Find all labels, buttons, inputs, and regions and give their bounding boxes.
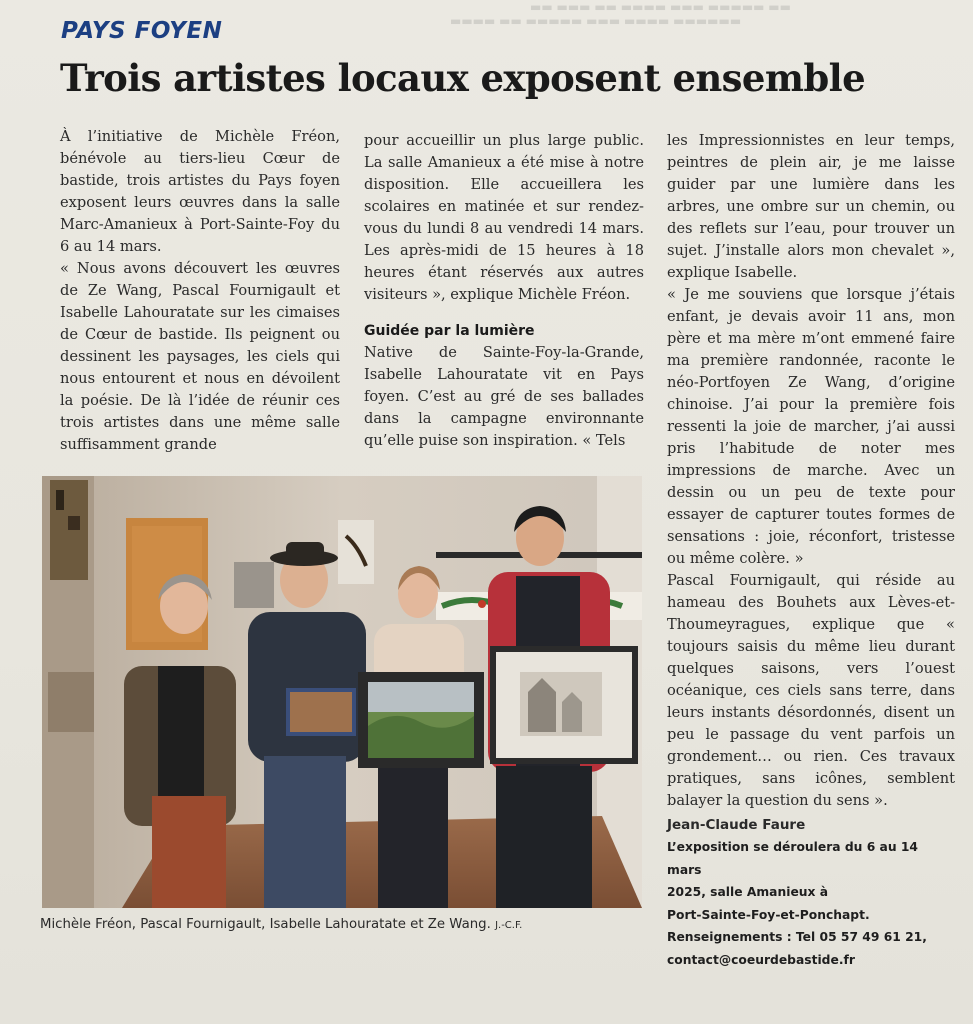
info-line: L’exposition se déroulera du 6 au 14 mars xyxy=(667,840,918,877)
article-column-1 xyxy=(60,126,340,456)
paragraph: les Impressionnistes en leur temps, peintres de plein air, je me laisse guider par une lumière dans les arbres, une ombre sur un chemin, ou des reflets sur l’eau, pour trouver un sujet. J’installe alors mon chevalet », explique Isabelle. xyxy=(667,132,955,281)
article-column-3 xyxy=(667,130,955,971)
article-photo xyxy=(42,476,642,908)
paragraph: « Je me souviens que lorsque j’étais enfant, je devais avoir 11 ans, mon père et ma mère m’ont emmené faire ma première randonnée, raconte le néo-Portfoyen Ze Wang, d’origine chinoise. J’ai pour la première fois ressenti la joie de marcher, j’ai aussi pris l’habitude de noter mes impressions de marche. Avec un dessin ou un peu de texte pour essayer de capturer toutes formes de sensations : joie, réconfort, tristesse ou même colère. » xyxy=(667,286,955,567)
article-column-2 xyxy=(364,130,644,452)
info-line: contact@coeurdebastide.fr xyxy=(667,952,855,967)
info-line: 2025, salle Amanieux à xyxy=(667,885,829,899)
caption-names: Michèle Fréon, Pascal Fournigault, Isabelle Lahouratate et Ze Wang. xyxy=(40,917,491,932)
paragraph: Pascal Fournigault, qui réside au hameau des Bouhets aux Lèves-et-Thoumeyragues, explique que « toujours saisis du même lieu durant quelques saisons, vers l’ouest océanique, ces ciels sans terre, dans leurs instants désordonnés, disent un peu le passage du vent parfois un grondement… ou rien. Ces travaux pratiques, sans icônes, semblent balayer la question du sens ». xyxy=(667,572,955,809)
author-byline: Jean-Claude Faure xyxy=(667,817,806,833)
paragraph: Native de Sainte-Foy-la-Grande, Isabelle Lahouratate vit en Pays foyen. C’est au gré de ses ballades dans la campagne environnante qu’elle puise son inspiration. « Tels xyxy=(364,344,644,449)
headline: Trois artistes locaux exposent ensemble xyxy=(60,56,866,100)
bleed-through-texture: ▬▬ ▬▬▬ ▬▬ ▬▬▬▬ ▬▬▬ ▬▬▬▬▬ ▬▬ ▬▬▬▬ ▬▬ ▬▬▬▬▬ ▬▬▬ ▬▬▬▬ ▬▬▬▬▬▬ xyxy=(450,0,791,28)
info-line: Port-Sainte-Foy-et-Ponchapt. xyxy=(667,907,870,922)
paragraph: pour accueillir un plus large public. La salle Amanieux a été mise à notre disposition. Elle accueillera les scolaires en matinée et sur rendez-vous du lundi 8 au vendredi 14 mars. Les après-midi de 15 heures à 18 heures étant réservés aux autres visiteurs », explique Michèle Fréon. xyxy=(364,132,644,303)
section-rubric: PAYS FOYEN xyxy=(61,18,223,44)
paragraph: À l’initiative de Michèle Fréon, bénévole au tiers-lieu Cœur de bastide, trois artistes du Pays foyen exposent leurs œuvres dans la salle Marc-Amanieux à Port-Sainte-Foy du 6 au 14 mars. xyxy=(60,128,340,255)
photo-illustration xyxy=(42,476,642,908)
photo-credit: J.-C.F. xyxy=(495,920,523,931)
subheading: Guidée par la lumière xyxy=(364,323,535,339)
paragraph: « Nous avons découvert les œuvres de Ze Wang, Pascal Fournigault et Isabelle Lahouratate sur les cimaises de Cœur de bastide. Ils peignent ou dessinent les paysages, les ciels qui nous entourent et nous en dévoilent la poésie. De là l’idée de réunir ces trois artistes dans une même salle suffisamment grande xyxy=(60,260,340,453)
photo-caption xyxy=(40,917,522,932)
info-line: Renseignements : Tel 05 57 49 61 21, xyxy=(667,930,927,944)
exhibition-info xyxy=(667,836,955,971)
